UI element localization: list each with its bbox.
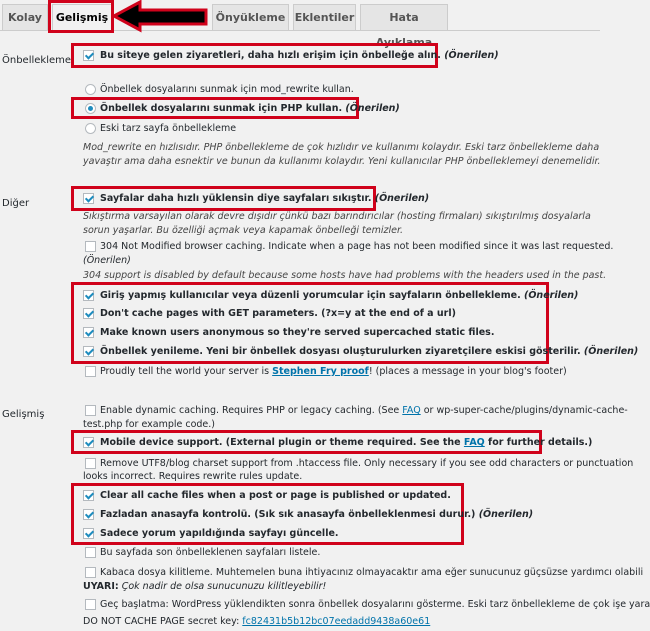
front-page-checkbox[interactable] bbox=[83, 509, 94, 520]
utf8-checkbox[interactable] bbox=[85, 458, 96, 469]
tab-highlight-box bbox=[48, 0, 114, 33]
dynamic-checkbox[interactable] bbox=[85, 405, 96, 416]
secret-key-row: DO NOT CACHE PAGE secret key: fc82431b5b12bc07eedadd9438a60e61 bbox=[83, 616, 431, 627]
tab-debug[interactable]: Hata Ayıklama bbox=[360, 4, 448, 30]
front-page-label: Fazladan anasayfa kontrolü. (Sık sık anasayfa önbelleklenmesi durur.) (Önerilen) bbox=[100, 509, 534, 520]
comment-only-label: Sadece yorum yapıldığında sayfayı güncelle. bbox=[100, 528, 339, 539]
caching-enable-checkbox[interactable] bbox=[83, 50, 94, 61]
not-modified-label: 304 Not Modified browser caching. Indicate when a page has not been modified since it was last requested. bbox=[100, 241, 614, 252]
anonymous-label: Make known users anonymous so they're served supercached static files. bbox=[100, 327, 495, 338]
legacy-radio[interactable] bbox=[85, 123, 96, 134]
late-init-label: Geç başlatma: WordPress yüklendikten sonra önbellek dosyalarını gösterme. Eski tarz önbellekleme de çok işe yara bbox=[100, 599, 650, 610]
faq-link-mobile[interactable]: FAQ bbox=[463, 437, 485, 448]
caching-desc-line2: yavaştır ama daha esnektir ve bunun da kullanımı kolaydır. Yeni kullanıcılar PHP önbelleklemeyi denemelidir. bbox=[83, 156, 601, 167]
pointer-arrow-icon bbox=[112, 0, 208, 34]
tab-plugins[interactable]: Eklentiler bbox=[293, 4, 356, 30]
stephen-fry-link[interactable]: Stephen Fry proof bbox=[272, 366, 369, 377]
compress-desc-line2: sorun yaşarlar. Bu özelliği açmak veya kapamak önbelleği temizler. bbox=[83, 225, 404, 236]
php-label: Önbellek dosyalarını sunmak için PHP kullan. (Önerilen) bbox=[100, 103, 400, 114]
dynamic-label: Enable dynamic caching. Requires PHP or legacy caching. (See FAQ or wp-super-cache/plugins/dynamic-cache- bbox=[100, 405, 628, 416]
coarse-lock-label: Kabaca dosya kilitleme. Muhtemelen buna ihtiyacınız olmayacaktır ama eğer sunucunuz güçsüzse yardımcı olabili bbox=[100, 567, 644, 578]
tab-advanced[interactable]: Gelişmiş bbox=[52, 4, 112, 31]
mobile-label: Mobile device support. (External plugin or theme required. See the FAQ for further details.) bbox=[100, 437, 593, 448]
secret-key-link[interactable]: fc82431b5b12bc07eedadd9438a60e61 bbox=[242, 616, 431, 627]
php-radio[interactable] bbox=[85, 103, 96, 114]
coarse-lock-checkbox[interactable] bbox=[85, 567, 96, 578]
mod-rewrite-radio[interactable] bbox=[85, 84, 96, 95]
logged-in-label: Giriş yapmış kullanıcılar veya düzenli yorumcular için sayfaların önbellekleme. (Önerilen) bbox=[100, 290, 579, 301]
refresh-label: Önbellek yenileme. Yeni bir önbellek dosyası oluşturulurken ziyaretçilere eskisi gösterilir. (Önerilen) bbox=[100, 346, 639, 357]
not-modified-desc: 304 support is disabled by default because some hosts have had problems with the headers used in the past. bbox=[83, 270, 607, 281]
section-advanced-title: Gelişmiş bbox=[2, 409, 45, 420]
proudly-checkbox[interactable] bbox=[85, 366, 96, 377]
mod-rewrite-label: Önbellek dosyalarını sunmak için mod_rewrite kullan. bbox=[100, 84, 354, 95]
caching-enable-label: Bu siteye gelen ziyaretleri, daha hızlı erişim için önbelleğe alın. (Önerilen) bbox=[100, 50, 499, 61]
dynamic-label-line2: test.php for example code.) bbox=[83, 419, 215, 430]
tab-easy[interactable]: Kolay bbox=[2, 4, 48, 30]
list-cached-label: Bu sayfada son önbelleklenen sayfaları listele. bbox=[100, 547, 321, 558]
clear-all-checkbox[interactable] bbox=[83, 490, 94, 501]
not-modified-rec: (Önerilen) bbox=[83, 255, 131, 266]
compress-desc-line1: Sıkıştırma varsayılan olarak devre dışıdır çünkü bazı barındırıcılar (hosting firmaları) sıkıştırılmış dosyalarla bbox=[83, 211, 591, 222]
get-params-checkbox[interactable] bbox=[83, 308, 94, 319]
list-cached-checkbox[interactable] bbox=[85, 547, 96, 558]
coarse-lock-warning: UYARI: Çok nadir de olsa sunucunuzu kilitleyebilir! bbox=[83, 581, 327, 592]
compress-checkbox[interactable] bbox=[83, 193, 94, 204]
not-modified-checkbox[interactable] bbox=[85, 241, 96, 252]
logged-in-checkbox[interactable] bbox=[83, 290, 94, 301]
section-caching-title: Önbellekleme bbox=[2, 55, 72, 66]
comment-only-checkbox[interactable] bbox=[83, 528, 94, 539]
get-params-label: Don't cache pages with GET parameters. (?x=y at the end of a url) bbox=[100, 308, 456, 319]
legacy-label: Eski tarz sayfa önbellekleme bbox=[100, 123, 237, 134]
refresh-checkbox[interactable] bbox=[83, 346, 94, 357]
clear-all-label: Clear all cache files when a post or page is published or updated. bbox=[100, 490, 451, 501]
late-init-checkbox[interactable] bbox=[85, 599, 96, 610]
faq-link-dynamic[interactable]: FAQ bbox=[402, 405, 421, 416]
utf8-label-line2: looks incorrect. Requires rewrite rules update. bbox=[83, 471, 303, 482]
proudly-label: Proudly tell the world your server is Stephen Fry proof! (places a message in your blog's footer) bbox=[100, 366, 567, 377]
tab-preload[interactable]: Önyükleme bbox=[212, 4, 289, 30]
compress-label: Sayfalar daha hızlı yüklensin diye sayfaları sıkıştır. (Önerilen) bbox=[100, 193, 430, 204]
caching-desc-line1: Mod_rewrite en hızlısıdır. PHP önbellekleme de çok hızlıdır ve kullanımı kolaydır. Eski tarz önbellekleme daha bbox=[83, 142, 600, 153]
utf8-label: Remove UTF8/blog charset support from .htaccess file. Only necessary if you see odd characters or punctuation bbox=[100, 458, 634, 469]
section-misc-title: Diğer bbox=[2, 198, 30, 209]
anonymous-checkbox[interactable] bbox=[83, 327, 94, 338]
mobile-checkbox[interactable] bbox=[83, 437, 94, 448]
